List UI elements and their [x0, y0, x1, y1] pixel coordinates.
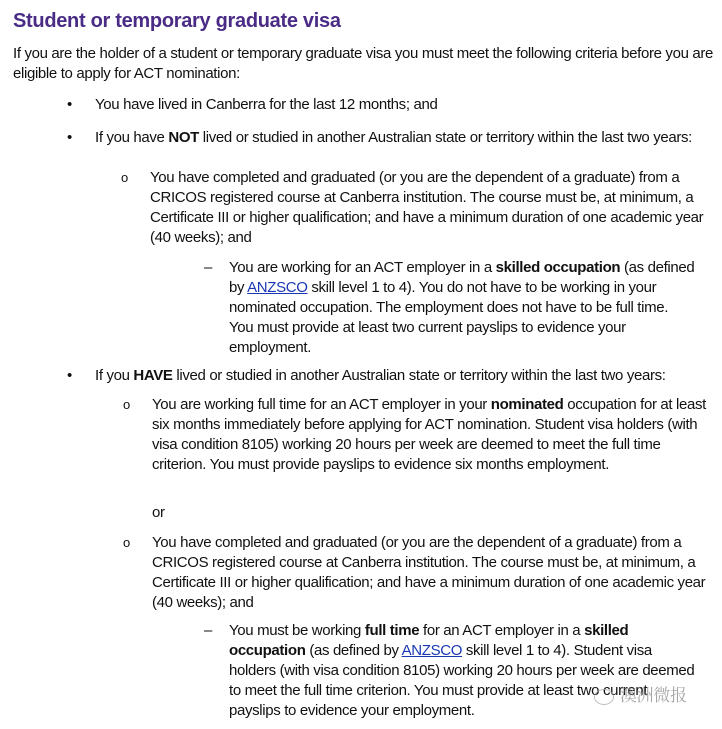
anzsco-link[interactable]: ANZSCO — [247, 279, 308, 296]
text: You have completed and graduated (or you are the dependent of a graduate) from a CRICOS registered course at Canberra institution. The course must be, at minimum, a Certificate III or higher qualification; and have a minimum duration of one academic year (40 weeks); and — [150, 169, 704, 246]
bold-text: NOT — [168, 129, 199, 146]
text: lived or studied in another Australian state or territory within the last two years: — [172, 367, 666, 384]
sub-criterion-graduated — [121, 168, 712, 248]
bold-text: skilled occupation — [495, 259, 621, 276]
criterion-text: You have lived in Canberra for the last 12 months; and — [95, 96, 438, 113]
bold-text: skilled occupation — [229, 622, 629, 659]
text: You must be working — [229, 622, 365, 639]
page-title: Student or temporary graduate visa — [13, 10, 341, 32]
text: occupation for at least six months immediately before applying for ACT nomination. Student visa holders (with visa condition 8105) working 20 hours per week are deemed to meet the full time criterion. You must provide payslips to evidence six months employment. — [152, 396, 706, 473]
bold-text: full time — [364, 622, 420, 639]
watermark — [594, 686, 687, 706]
text: skill level 1 to 4). You do not have to be working in your nominated occupation. The employment does not have to be full time. You must provide at least two current payslips to evidence your employment. — [229, 279, 669, 356]
text: lived or studied in another Australian state or territory within the last two years: — [198, 129, 692, 146]
text: skill level 1 to 4). Student visa holders (with visa condition 8105) working 20 hours per week are deemed to meet the full time criterion. You must provide at least two current payslips to evidence your employment. — [229, 642, 695, 719]
bullet-icon: • — [67, 367, 72, 384]
bold-text: HAVE — [133, 367, 173, 384]
text: You have completed and graduated (or you are the dependent of a graduate) from a CRICOS registered course at Canberra institution. The course must be, at minimum, a Certificate III or higher qualification; and have a minimum duration of one academic year (40 weeks); and — [152, 534, 706, 611]
intro-paragraph: If you are the holder of a student or temporary graduate visa you must meet the following criteria before you are eligible to apply for ACT nomination: — [13, 45, 714, 82]
circle-bullet-icon: o — [123, 535, 130, 550]
anzsco-link[interactable]: ANZSCO — [401, 642, 463, 659]
text: If you have — [95, 129, 169, 146]
dash-icon: – — [204, 259, 212, 276]
watermark-text: 澳洲微报 — [620, 686, 687, 705]
sub-criterion-working-full-time-skilled — [204, 621, 695, 721]
text: You are working for an ACT employer in a — [229, 259, 496, 276]
criterion-have-lived-elsewhere — [67, 366, 715, 386]
criterion-lived-canberra — [67, 95, 715, 115]
circle-bullet-icon: o — [121, 170, 128, 185]
sub-criterion-working-skilled — [204, 258, 695, 358]
criterion-not-lived-elsewhere — [67, 128, 715, 148]
bullet-icon: • — [67, 129, 72, 146]
sub-criterion-graduated-2 — [123, 533, 712, 613]
text: (as defined by — [305, 642, 402, 659]
dash-icon: – — [204, 622, 212, 639]
or-separator: or — [152, 504, 165, 521]
wechat-icon — [594, 689, 614, 705]
text: You are working full time for an ACT employer in your — [152, 396, 491, 413]
circle-bullet-icon: o — [123, 397, 130, 412]
sub-criterion-working-full-time — [123, 395, 712, 475]
text: for an ACT employer in a — [419, 622, 585, 639]
text: (as defined by — [229, 259, 695, 296]
bold-text: nominated — [490, 396, 564, 413]
text: If you — [95, 367, 134, 384]
bullet-icon: • — [67, 96, 72, 113]
